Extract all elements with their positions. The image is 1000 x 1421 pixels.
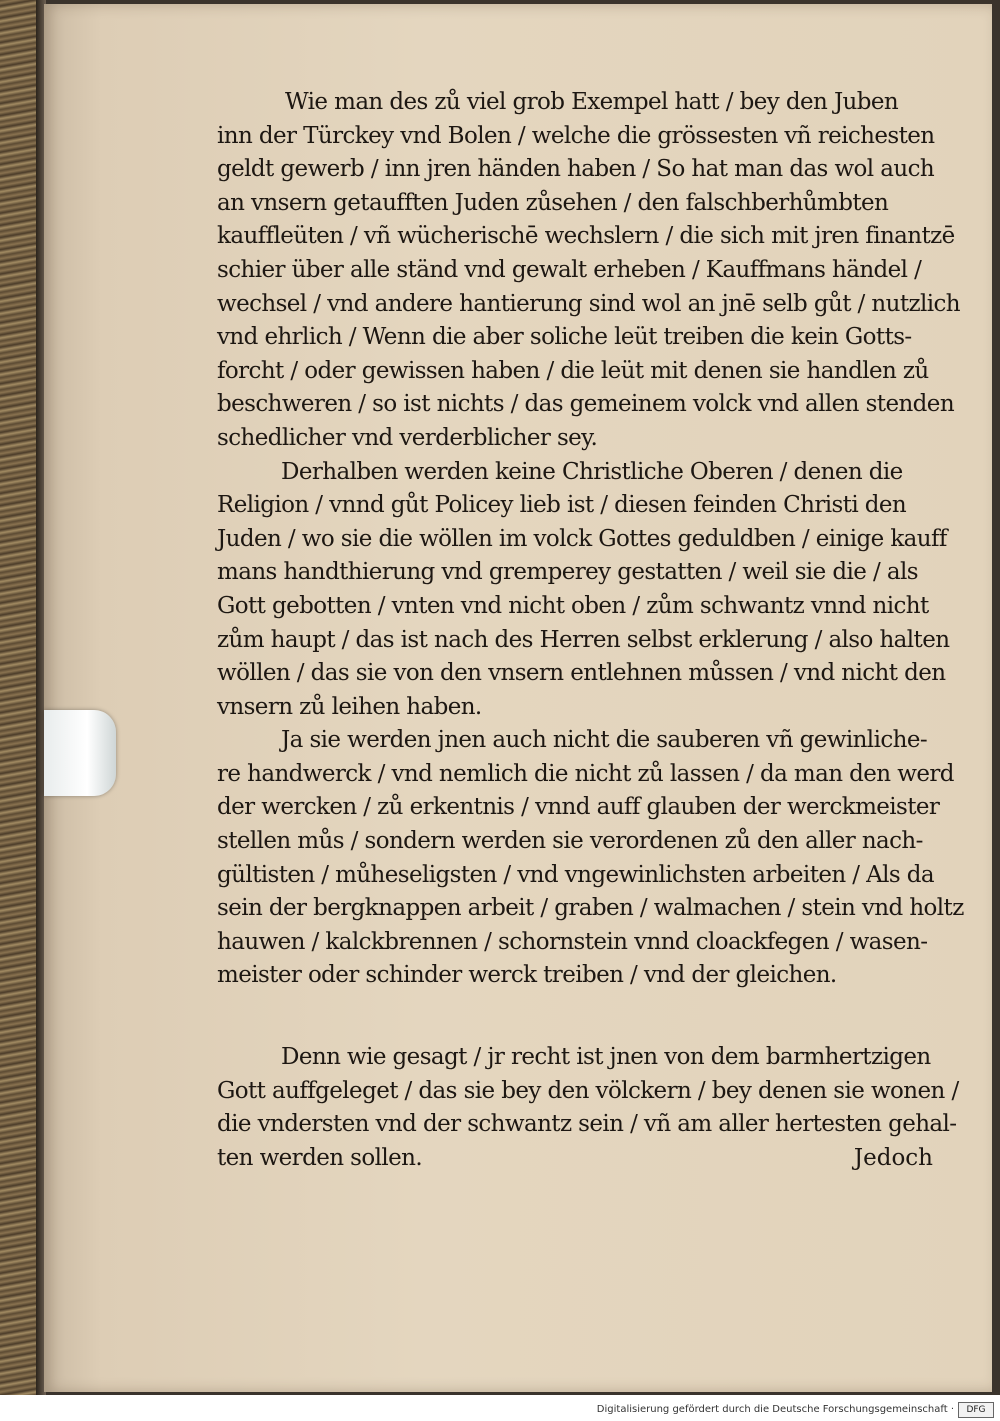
text-line: Juden / wo sie die wöllen im volck Gottes geduldben / einige kauff <box>217 525 947 552</box>
catchword: Jedoch <box>853 1144 933 1171</box>
final-line-row <box>217 1142 933 1176</box>
page-text <box>217 86 964 1175</box>
text-line: der wercken / zů erkentnis / vnnd auff glauben der werckmeister <box>217 794 940 821</box>
text-line: Religion / vnnd gůt Policey lieb ist / diesen feinden Christi den <box>217 492 907 519</box>
text-line: an vnsern getaufften Juden zůsehen / den falschberhůmbten <box>217 189 889 216</box>
text-line: wöllen / das sie von den vnsern entlehnen můssen / vnd nicht den <box>217 660 946 687</box>
book-binding <box>0 0 40 1395</box>
text-line: Wie man des zů viel grob Exempel hatt / bey den Juben <box>285 89 899 115</box>
digitization-credit: Digitalisierung gefördert durch die Deutsche Forschungsgemeinschaft · <box>596 1404 954 1415</box>
text-line: Ja sie werden jnen auch nicht die sauberen vñ gewinliche- <box>281 727 927 754</box>
text-line: geldt gewerb / inn jren händen haben / So hat man das wol auch <box>217 156 935 183</box>
text-line: re handwerck / vnd nemlich die nicht zů lassen / da man den werd <box>217 760 954 787</box>
text-line: Gott gebotten / vnten vnd nicht oben / zům schwantz vnnd nicht <box>217 592 929 619</box>
text-line: sein der bergknappen arbeit / graben / walmachen / stein vnd holtz <box>217 895 964 922</box>
text-line: vnd ehrlich / Wenn die aber soliche leüt treiben die kein Gotts- <box>217 324 912 351</box>
paragraph-gap <box>217 993 933 1041</box>
text-line: forcht / oder gewissen haben / die leüt mit denen sie handlen zů <box>217 357 929 384</box>
dfg-logo-icon: DFG <box>958 1402 994 1418</box>
text-line: beschweren / so ist nichts / das gemeinem volck vnd allen stenden <box>217 391 955 418</box>
text-line: die vndersten vnd der schwantz sein / vñ am aller hertesten gehal- <box>217 1111 957 1138</box>
text-line: kauffleüten / vñ wücherischē wechslern / die sich mit jren finantzē <box>217 223 955 250</box>
text-line: vnsern zů leihen haben. <box>217 693 482 720</box>
text-line: schedlicher vnd verderblicher sey. <box>217 424 598 451</box>
text-line: gültisten / můheseligsten / vnd vngewinlichsten arbeiten / Als da <box>217 861 935 888</box>
text-line: inn der Türckey vnd Bolen / welche die grössesten vñ reichesten <box>217 122 935 149</box>
text-line: zům haupt / das ist nach des Herren selbst erklerung / also halten <box>217 626 950 653</box>
text-line: wechsel / vnd andere hantierung sind wol an jnē selb gůt / nutzlich <box>217 290 961 317</box>
text-line: Derhalben werden keine Christliche Oberen / denen die <box>281 458 903 485</box>
text-line: Gott auffgeleget / das sie bey den völckern / bey denen sie wonen / <box>217 1077 959 1104</box>
text-line: schier über alle ständ vnd gewalt erheben / Kauffmans händel / <box>217 256 922 283</box>
text-line: hauwen / kalckbrennen / schornstein vnnd cloackfegen / wasen- <box>217 928 928 955</box>
text-line: Denn wie gesagt / jr recht ist jnen von dem barmhertzigen <box>281 1044 931 1071</box>
text-line: mans handthierung vnd gremperey gestatten / weil sie die / als <box>217 559 918 586</box>
text-line: stellen můs / sondern werden sie verordenen zů den aller nach- <box>217 828 923 855</box>
text-line: meister oder schinder werck treiben / vnd der gleichen. <box>217 962 837 989</box>
page-clip <box>44 710 116 796</box>
text-line: ten werden sollen. <box>217 1144 423 1171</box>
